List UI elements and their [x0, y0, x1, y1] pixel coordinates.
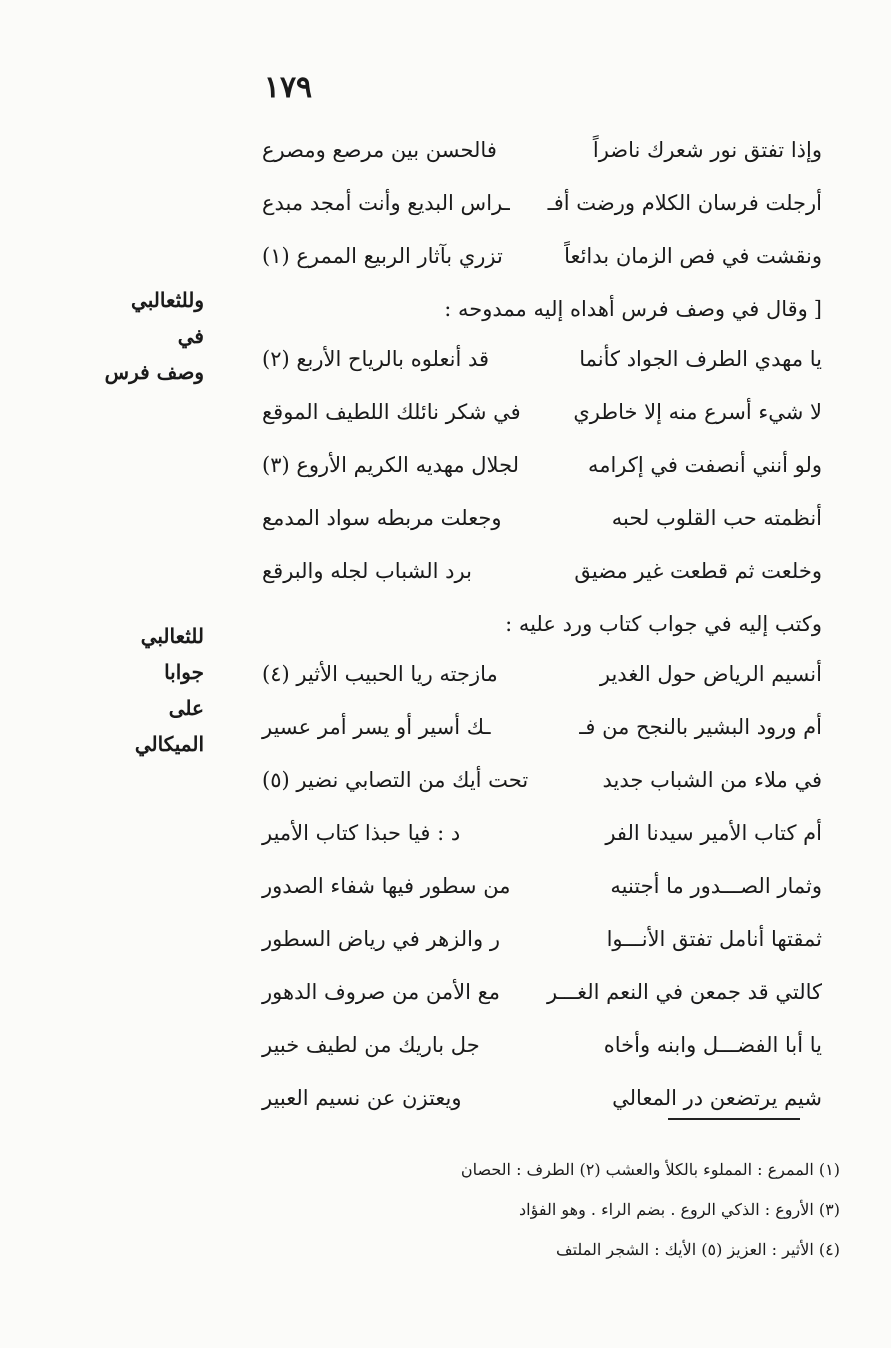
verse-line	[262, 917, 822, 970]
verse-first-half: ونقشت في فص الزمان بدائعاً	[564, 244, 822, 268]
verse-first-half: أرجلت فرسان الكلام ورضت أفـ	[547, 191, 822, 215]
verse-line	[262, 234, 822, 287]
footnote-line: (٣) الأروع : الذكي الروع . بضم الراء . وهو الفؤاد	[519, 1200, 840, 1219]
verse-second-half: قد أنعلوه بالرياح الأربع (٢)	[262, 347, 490, 371]
verse-first-half: يا أبا الفضـــل وابنه وأخاه	[603, 1033, 822, 1057]
verse-second-half: في شكر نائلك اللطيف الموقع	[262, 400, 521, 424]
verse-line	[262, 1076, 822, 1129]
verse-second-half: ر والزهر في رياض السطور	[262, 927, 500, 951]
verse-second-half: ويعتزن عن نسيم العبير	[262, 1086, 462, 1110]
side-note-line: للثعالبي جوابا	[140, 624, 204, 684]
stanza-1	[262, 128, 822, 287]
verse-line	[262, 705, 822, 758]
poem-body	[262, 128, 822, 1129]
footnote-line: (٤) الأثير : العزيز (٥) الأيك : الشجر الملتف	[556, 1240, 840, 1259]
verse-line	[262, 181, 822, 234]
verse-second-half: تزري بآثار الربيع الممرع (١)	[262, 244, 503, 268]
verse-line	[262, 758, 822, 811]
verse-first-half: في ملاء من الشباب جديد	[602, 768, 822, 792]
verse-line	[262, 390, 822, 443]
intro-horse-gift	[262, 287, 822, 337]
verse-line	[262, 496, 822, 549]
side-note-horse	[104, 282, 204, 390]
verse-second-half: د : فيا حبذا كتاب الأمير	[262, 821, 461, 845]
intro-reply-letter: وكتب إليه في جواب كتاب ورد عليه :	[505, 612, 822, 636]
verse-first-half: ولو أنني أنصفت في إكرامه	[587, 453, 822, 477]
verse-first-half: وإذا تفتق نور شعرك ناضراً	[592, 138, 822, 162]
verse-second-half: برد الشباب لجله والبرقع	[262, 559, 472, 583]
verse-first-half: ثمقتها أنامل تفتق الأنـــوا	[606, 927, 822, 951]
verse-line	[262, 864, 822, 917]
verse-second-half: وجعلت مربطه سواد المدمع	[262, 506, 502, 530]
verse-first-half: أم كتاب الأمير سيدنا الفر	[605, 821, 822, 845]
verse-second-half: مع الأمن من صروف الدهور	[262, 980, 501, 1004]
verse-line	[262, 549, 822, 602]
verse-first-half: أنظمته حب القلوب لحبه	[611, 506, 822, 530]
verse-second-half: فالحسن بين مرصع ومصرع	[262, 138, 497, 162]
open-bracket: [	[813, 297, 822, 321]
verse-second-half: لجلال مهديه الكريم الأروع (٣)	[262, 453, 520, 477]
verse-second-half: ـراس البديع وأنت أمجد مبدع	[262, 191, 510, 215]
verse-second-half: تحت أيك من التصابي نضير (٥)	[262, 768, 529, 792]
intro-text: وقال في وصف فرس أهداه إليه ممدوحه :	[444, 297, 808, 321]
verse-first-half: كالتي قد جمعن في النعم الغـــر	[547, 980, 822, 1004]
verse-line	[262, 443, 822, 496]
verse-second-half: ـك أسير أو يسر أمر عسير	[262, 715, 491, 739]
verse-line	[262, 811, 822, 864]
verse-first-half: أنسيم الرياض حول الغدير	[599, 662, 822, 686]
verse-first-half: أم ورود البشير بالنجح من فـ	[579, 715, 822, 739]
verse-second-half: من سطور فيها شفاء الصدور	[262, 874, 511, 898]
verse-line	[262, 1023, 822, 1076]
verse-second-half: جل باريك من لطيف خبير	[262, 1033, 480, 1057]
verse-first-half: وثمار الصـــدور ما أجتنيه	[610, 874, 822, 898]
verse-line	[262, 337, 822, 390]
side-note-line: وصف فرس	[104, 360, 204, 384]
side-note-line: وللثعالبي في	[131, 288, 204, 348]
footnotes	[360, 1150, 840, 1270]
verse-second-half: مازجته ريا الحبيب الأثير (٤)	[262, 662, 498, 686]
footnote-divider	[668, 1118, 800, 1120]
verse-line	[262, 128, 822, 181]
stanza-2	[262, 337, 822, 602]
verse-first-half: وخلعت ثم قطعت غير مضيق	[574, 559, 822, 583]
page-number: ١٧٩	[263, 70, 313, 105]
footnote-line: (١) الممرع : المملوء بالكلأ والعشب (٢) الطرف : الحصان	[460, 1160, 840, 1179]
verse-line	[262, 970, 822, 1023]
stanza-3	[262, 652, 822, 1129]
side-note-line: على الميكالي	[134, 696, 204, 756]
verse-first-half: لا شيء أسرع منه إلا خاطري	[573, 400, 822, 424]
side-note-reply	[104, 618, 204, 762]
verse-first-half: يا مهدي الطرف الجواد كأنما	[579, 347, 822, 371]
verse-first-half: شيم يرتضعن در المعالي	[612, 1086, 822, 1110]
verse-line	[262, 652, 822, 705]
